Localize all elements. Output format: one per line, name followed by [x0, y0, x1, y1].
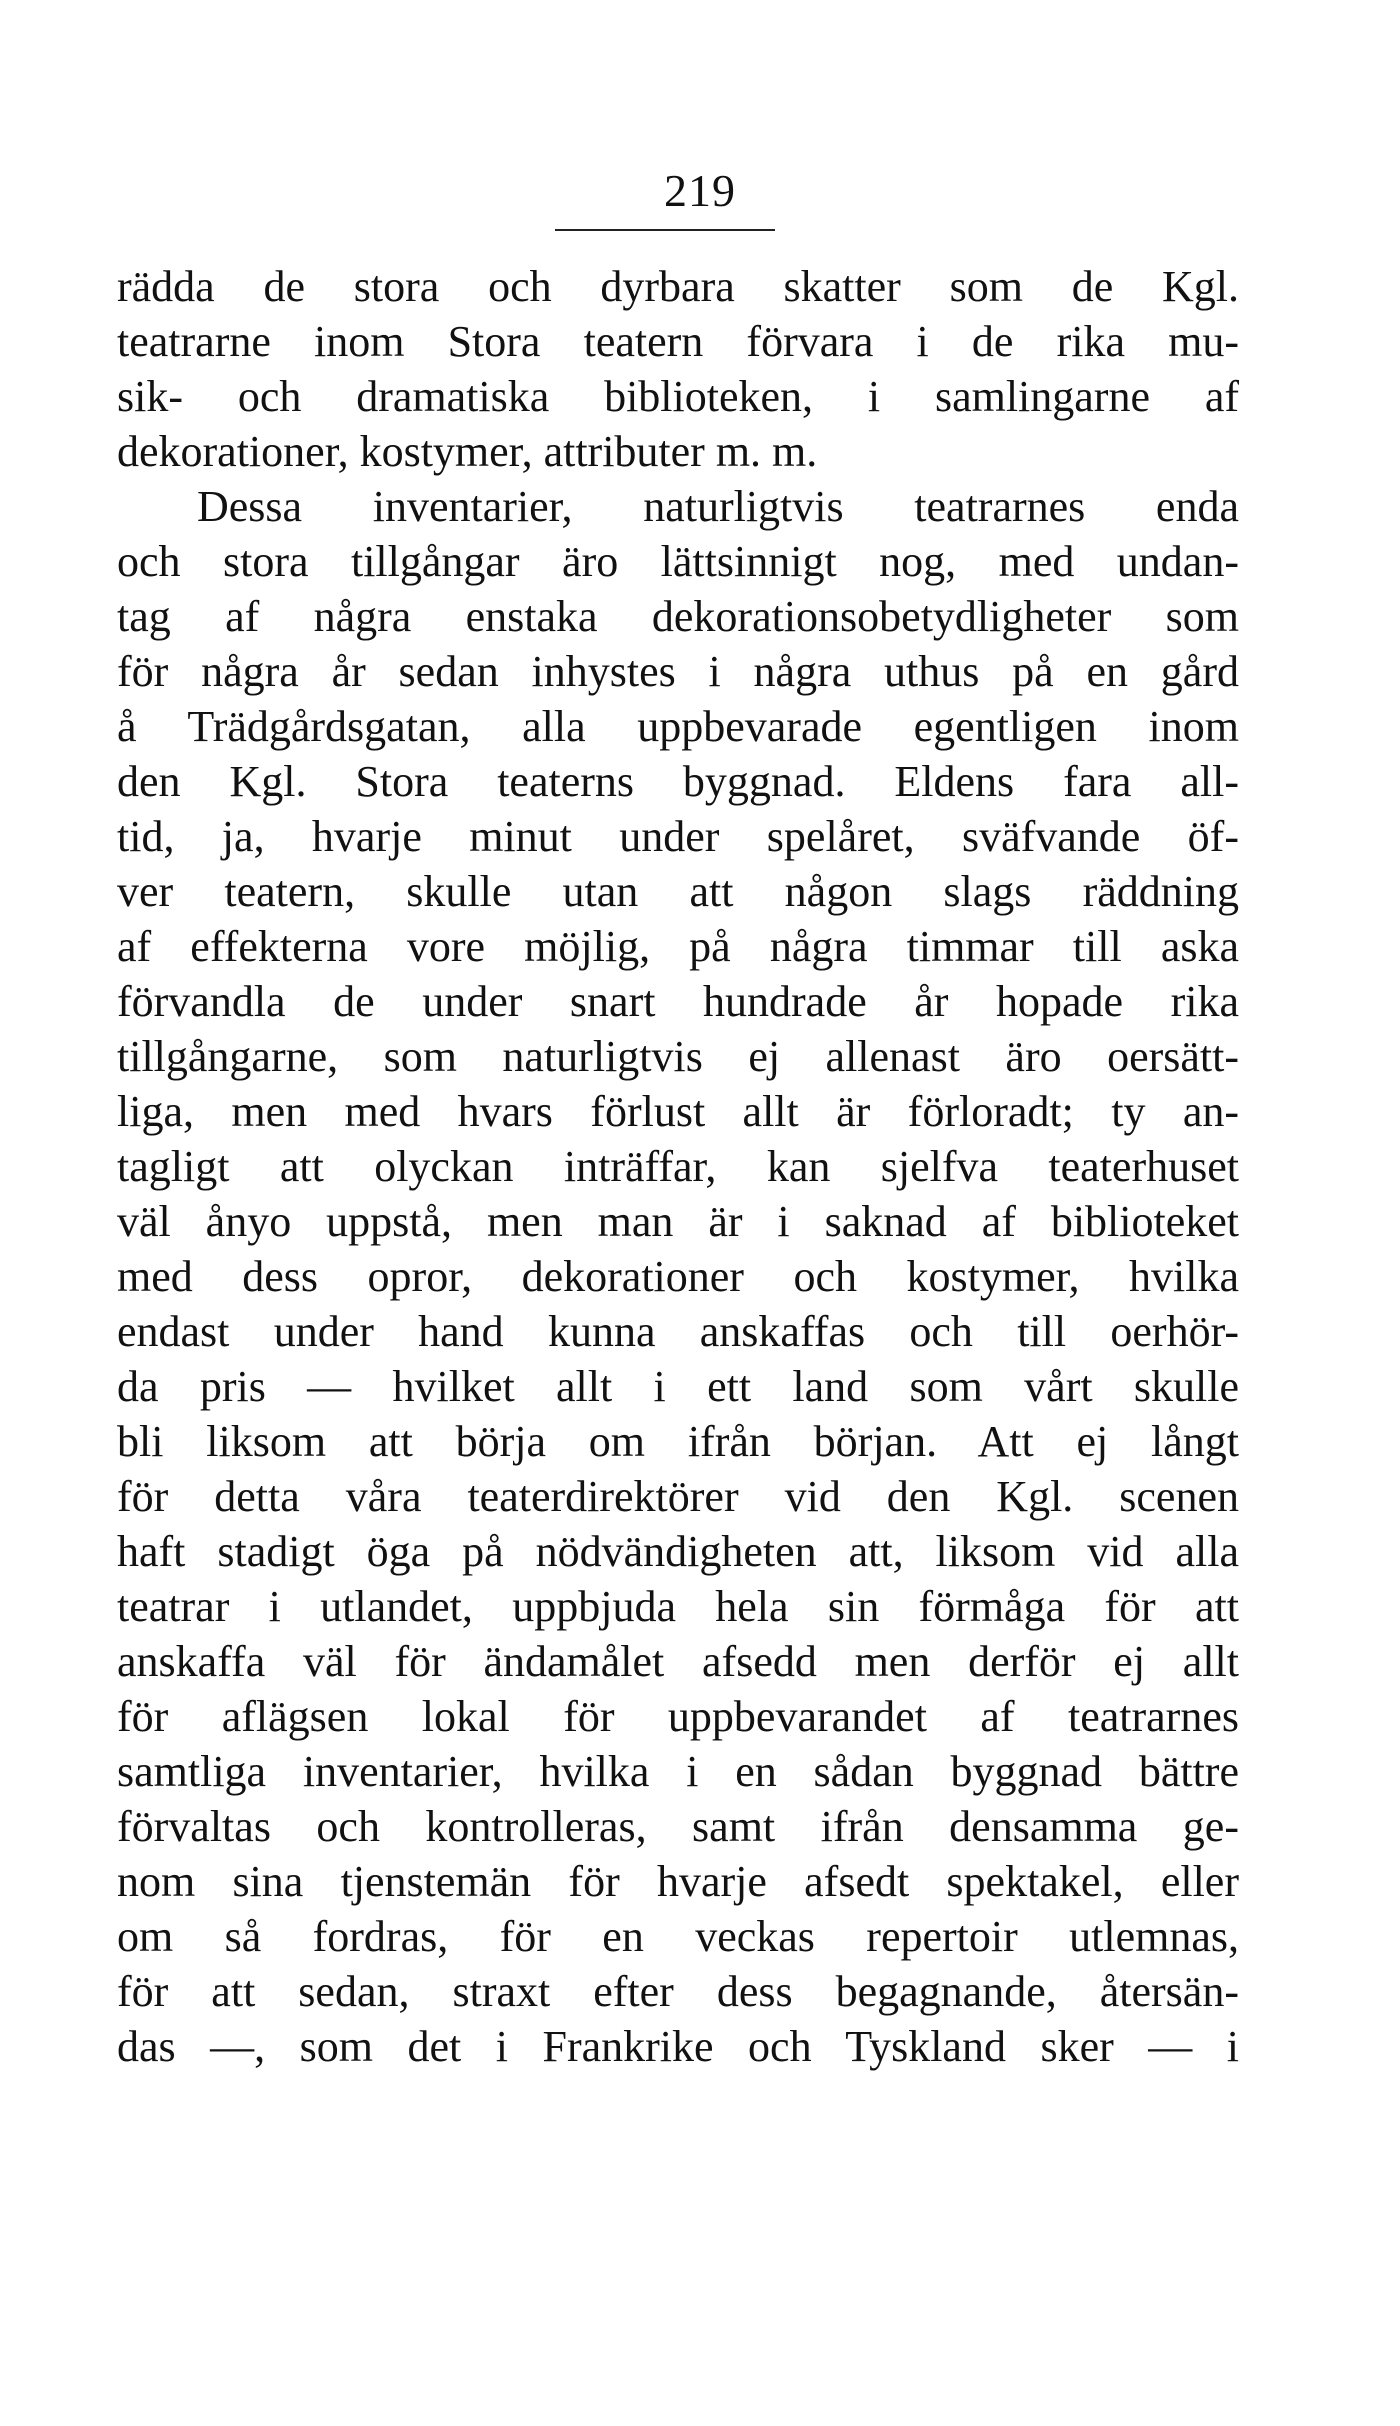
text-line: dekorationer, kostymer, attributer m. m. — [117, 427, 818, 476]
text-line: liga, men med hvars förlust allt är förloradt; ty an- — [117, 1087, 1239, 1136]
text-line: för aflägsen lokal för uppbevarandet af teatrarnes — [117, 1692, 1239, 1741]
text-line: med dess opror, dekorationer och kostymer, hvilka — [117, 1252, 1239, 1301]
page-number-rule — [555, 229, 775, 231]
page-number: 219 — [664, 165, 736, 216]
text-line: om så fordras, för en veckas repertoir utlemnas, — [117, 1912, 1239, 1961]
text-line: förvandla de under snart hundrade år hopade rika — [117, 977, 1239, 1026]
text-line: för att sedan, straxt efter dess begagnande, återsän- — [117, 1967, 1239, 2016]
text-line: tagligt att olyckan inträffar, kan sjelfva teaterhuset — [117, 1142, 1239, 1191]
text-line: tillgångarne, som naturligtvis ej allenast äro oersätt- — [117, 1032, 1239, 1081]
text-line: samtliga inventarier, hvilka i en sådan byggnad bättre — [117, 1747, 1239, 1796]
text-line: das —, som det i Frankrike och Tyskland sker — i — [117, 2022, 1239, 2071]
text-line: nom sina tjenstemän för hvarje afsedt spektakel, eller — [117, 1857, 1239, 1906]
text-line: väl ånyo uppstå, men man är i saknad af biblioteket — [117, 1197, 1239, 1246]
text-line: anskaffa väl för ändamålet afsedd men derför ej allt — [117, 1637, 1239, 1686]
text-line: teatrarne inom Stora teatern förvara i de rika mu- — [117, 317, 1239, 366]
text-line: för detta våra teaterdirektörer vid den Kgl. scenen — [117, 1472, 1239, 1521]
text-line: sik- och dramatiska biblioteken, i samlingarne af — [117, 372, 1239, 421]
text-line: å Trädgårdsgatan, alla uppbevarade egentligen inom — [117, 702, 1239, 751]
text-line: tid, ja, hvarje minut under spelåret, sväfvande öf- — [117, 812, 1239, 861]
body-text — [117, 259, 1239, 2074]
text-line: da pris — hvilket allt i ett land som vårt skulle — [117, 1362, 1239, 1411]
text-line: endast under hand kunna anskaffas och till oerhör- — [117, 1307, 1239, 1356]
text-line: bli liksom att börja om ifrån början. Att ej långt — [117, 1417, 1239, 1466]
text-line: och stora tillgångar äro lättsinnigt nog, med undan- — [117, 537, 1239, 586]
text-line: rädda de stora och dyrbara skatter som de Kgl. — [117, 262, 1239, 311]
text-line: teatrar i utlandet, uppbjuda hela sin förmåga för att — [117, 1582, 1239, 1631]
text-line: förvaltas och kontrolleras, samt ifrån densamma ge- — [117, 1802, 1239, 1851]
text-line: af effekterna vore möjlig, på några timmar till aska — [117, 922, 1239, 971]
text-line: ver teatern, skulle utan att någon slags räddning — [117, 867, 1239, 916]
text-line: haft stadigt öga på nödvändigheten att, liksom vid alla — [117, 1527, 1239, 1576]
text-line: tag af några enstaka dekorationsobetydligheter som — [117, 592, 1239, 641]
text-line: för några år sedan inhystes i några uthus på en gård — [117, 647, 1239, 696]
paragraph-first-line: Dessa inventarier, naturligtvis teatrarnes enda — [197, 482, 1239, 531]
text-line: den Kgl. Stora teaterns byggnad. Eldens fara all- — [117, 757, 1239, 806]
